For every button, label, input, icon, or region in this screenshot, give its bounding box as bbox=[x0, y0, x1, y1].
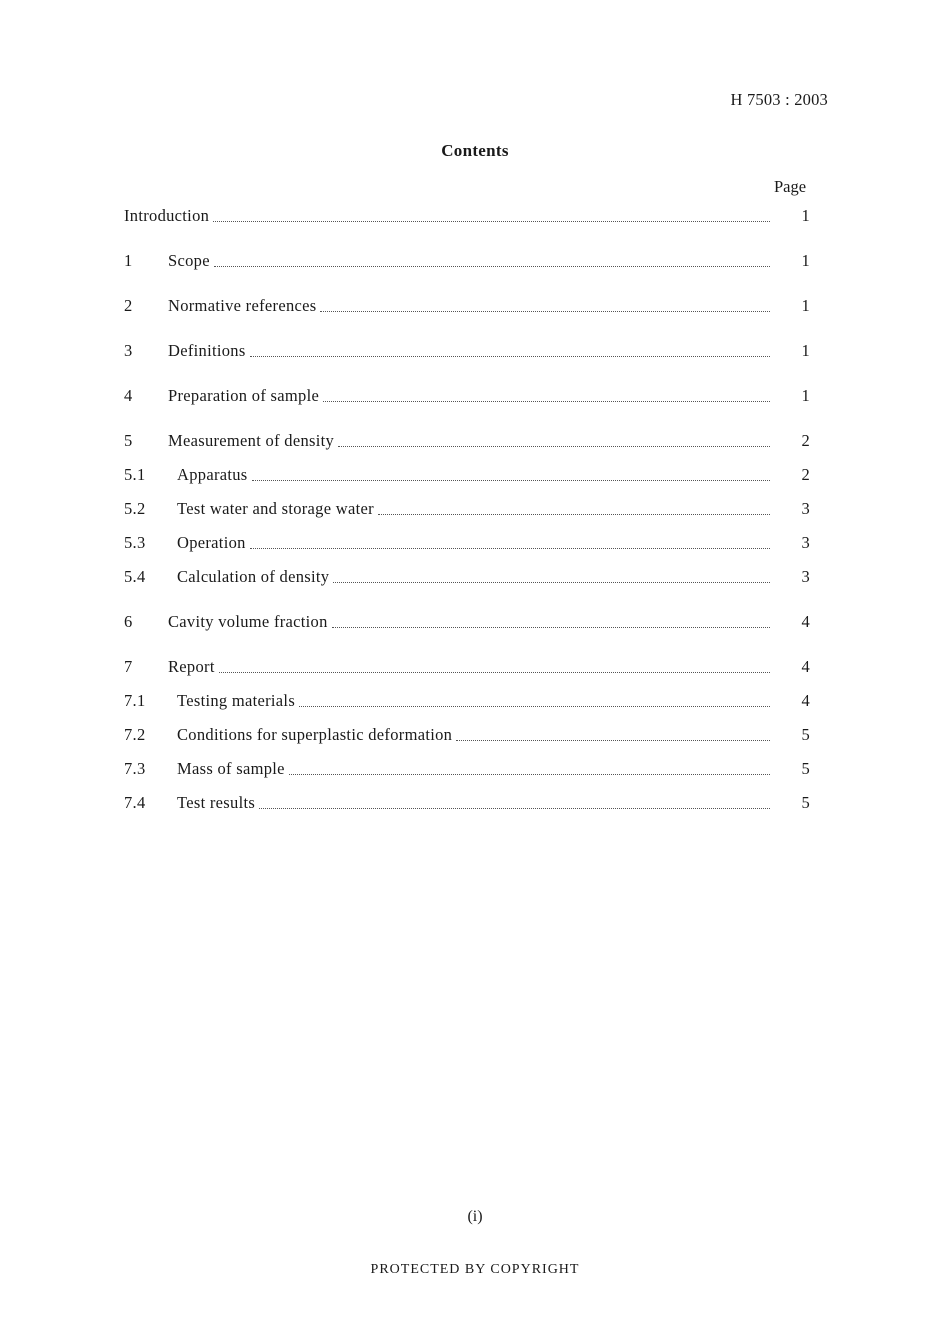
toc-entry bbox=[124, 567, 814, 589]
toc-entry-page: 2 bbox=[801, 465, 810, 484]
toc-entry-page: 3 bbox=[801, 567, 810, 586]
toc-entry-number: 5.4 bbox=[124, 567, 146, 586]
toc-entry-page: 1 bbox=[801, 341, 810, 360]
toc-entry-title: Normative references bbox=[168, 296, 317, 315]
toc-entry-page: 3 bbox=[801, 499, 810, 518]
toc-entry-title: Calculation of density bbox=[177, 567, 330, 586]
toc-entry-number: 7.2 bbox=[124, 725, 146, 744]
dot-leader bbox=[333, 582, 770, 583]
dot-leader bbox=[259, 808, 770, 809]
dot-leader bbox=[332, 627, 770, 628]
toc-entry-page: 1 bbox=[801, 386, 810, 405]
toc-entry bbox=[124, 499, 814, 521]
dot-leader bbox=[299, 706, 770, 707]
toc-entry-page: 4 bbox=[801, 691, 810, 710]
toc-entry-title: Scope bbox=[168, 251, 210, 270]
toc-entry bbox=[124, 251, 814, 273]
toc-entry-number: 5.3 bbox=[124, 533, 146, 552]
dot-leader bbox=[320, 311, 770, 312]
toc-entry-title: Cavity volume fraction bbox=[168, 612, 328, 631]
toc-entry bbox=[124, 533, 814, 555]
toc-entry-number: 4 bbox=[124, 386, 133, 405]
dot-leader bbox=[456, 740, 770, 741]
page-title: Contents bbox=[441, 141, 509, 160]
toc-entry-page: 4 bbox=[801, 657, 810, 676]
dot-leader bbox=[219, 672, 770, 673]
toc-entry-title: Mass of sample bbox=[177, 759, 285, 778]
toc-entry-number: 7.1 bbox=[124, 691, 146, 710]
toc-entry-title: Apparatus bbox=[177, 465, 248, 484]
toc-entry-page: 4 bbox=[801, 612, 810, 631]
document-id: H 7503 : 2003 bbox=[730, 90, 828, 109]
toc-entry-number: 6 bbox=[124, 612, 133, 631]
toc-entry bbox=[124, 612, 814, 634]
toc-entry bbox=[124, 725, 814, 747]
toc-entry-page: 5 bbox=[801, 759, 810, 778]
toc-entry-page: 1 bbox=[801, 206, 810, 225]
toc-entry-title: Test water and storage water bbox=[177, 499, 374, 518]
toc-entry-number: 2 bbox=[124, 296, 133, 315]
toc-entry-number: 5 bbox=[124, 431, 133, 450]
toc-entry bbox=[124, 465, 814, 487]
toc-entry bbox=[124, 431, 814, 453]
page-number: (i) bbox=[467, 1208, 483, 1225]
toc-entry-title: Conditions for superplastic deformation bbox=[177, 725, 453, 744]
page-column-label: Page bbox=[774, 177, 807, 196]
toc-entry-number: 7.4 bbox=[124, 793, 146, 812]
dot-leader bbox=[250, 548, 770, 549]
toc-entry-number: 7 bbox=[124, 657, 133, 676]
toc-entry-title: Operation bbox=[177, 533, 246, 552]
toc-entry-title: Definitions bbox=[168, 341, 246, 360]
toc-entry-page: 5 bbox=[801, 725, 810, 744]
toc-entry bbox=[124, 691, 814, 713]
toc-entry-number: 3 bbox=[124, 341, 133, 360]
toc-entry-title: Report bbox=[168, 657, 215, 676]
dot-leader bbox=[250, 356, 770, 357]
dot-leader bbox=[338, 446, 770, 447]
toc-entry-page: 2 bbox=[801, 431, 810, 450]
dot-leader bbox=[252, 480, 770, 481]
dot-leader bbox=[323, 401, 770, 402]
toc-entry bbox=[124, 759, 814, 781]
toc-entry-number: 1 bbox=[124, 251, 133, 270]
toc-entry-title: Testing materials bbox=[177, 691, 296, 710]
toc-entry-number: 5.1 bbox=[124, 465, 146, 484]
dot-leader bbox=[214, 266, 770, 267]
toc-entry-page: 3 bbox=[801, 533, 810, 552]
toc-entry bbox=[124, 386, 814, 408]
toc-entry-page: 5 bbox=[801, 793, 810, 812]
toc-entry bbox=[124, 296, 814, 318]
toc-entry-title: Test results bbox=[177, 793, 256, 812]
toc-entry-page: 1 bbox=[801, 296, 810, 315]
toc-entry-number: 5.2 bbox=[124, 499, 146, 518]
toc-entry bbox=[124, 206, 814, 228]
dot-leader bbox=[213, 221, 770, 222]
dot-leader bbox=[378, 514, 770, 515]
toc-entry bbox=[124, 657, 814, 679]
toc-entry bbox=[124, 793, 814, 815]
toc-entry bbox=[124, 341, 814, 363]
dot-leader bbox=[289, 774, 770, 775]
copyright-footer: PROTECTED BY COPYRIGHT bbox=[370, 1262, 580, 1277]
toc-entry-title: Measurement of density bbox=[168, 431, 335, 450]
toc-entry-page: 1 bbox=[801, 251, 810, 270]
toc-entry-title: Introduction bbox=[124, 206, 210, 225]
toc-entry-title: Preparation of sample bbox=[168, 386, 320, 405]
toc-entry-number: 7.3 bbox=[124, 759, 146, 778]
